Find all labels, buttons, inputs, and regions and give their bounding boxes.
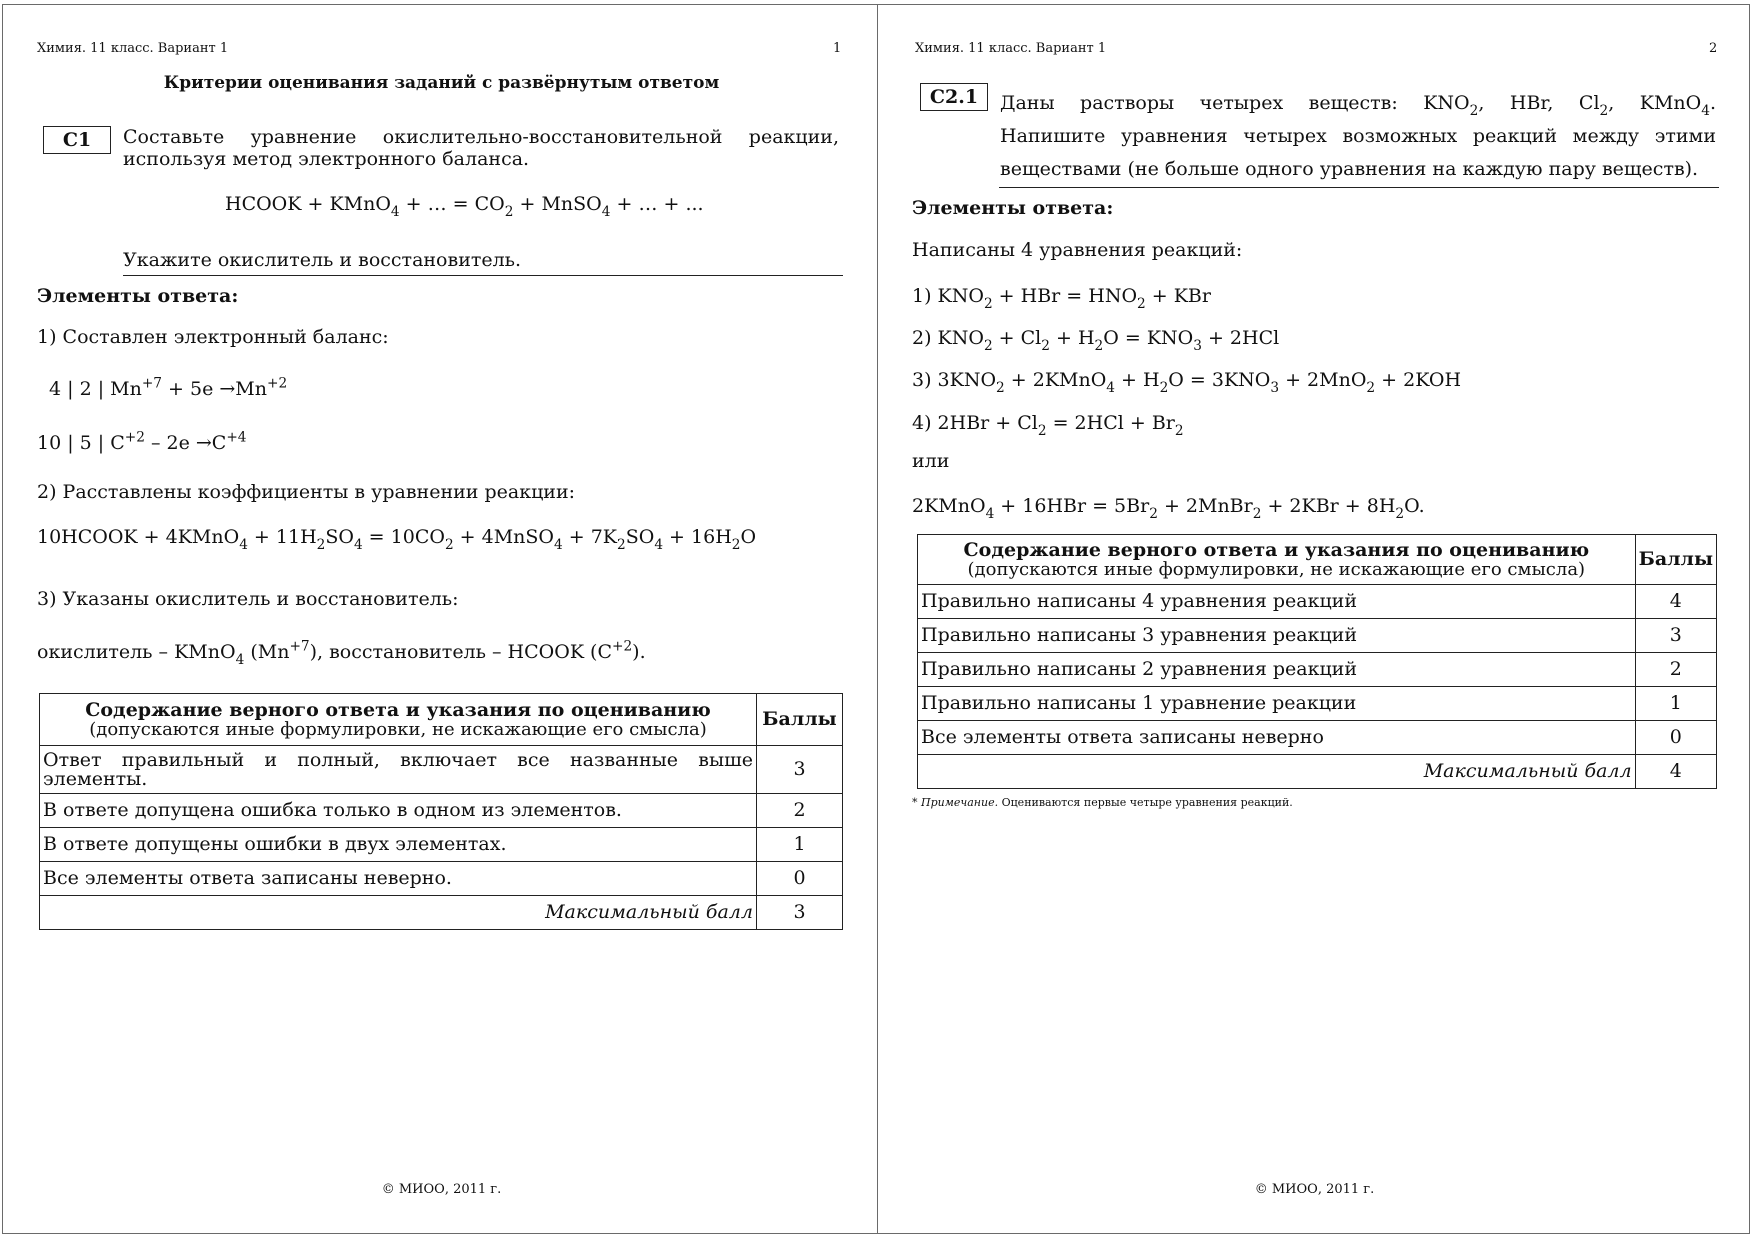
reaction-equation: HCOOK + KMnO$_4$ + … = $CO_2$ + MnSO$_4$ + … + ... <box>225 193 704 221</box>
table-cell-text: Правильно написаны 4 уравнения реакций <box>918 585 1636 619</box>
running-header: Химия. 11 класс. Вариант 1 <box>37 41 229 56</box>
equation-2: 2) $KNO_2 + Cl_2 + H_2O = KNO_3 + 2HCl$ <box>912 327 1280 355</box>
table-row <box>40 794 843 828</box>
table-cell-text: В ответе допущены ошибки в двух элементах. <box>40 828 757 862</box>
table-row <box>40 828 843 862</box>
table-header-content <box>40 694 757 746</box>
table-cell-text: Правильно написаны 3 уравнения реакций <box>918 619 1636 653</box>
table-header-score: Баллы <box>757 694 843 746</box>
max-score-label: Максимальный балл <box>918 755 1636 789</box>
table-cell-text: Правильно написаны 2 уравнения реакций <box>918 653 1636 687</box>
table-row <box>918 721 1717 755</box>
table-header-score: Баллы <box>1635 535 1716 585</box>
answer-heading: Элементы ответа: <box>37 285 239 307</box>
table-max-row <box>40 896 843 930</box>
page-1 <box>2 4 879 1234</box>
footnote-label: * Примечание. <box>912 796 999 809</box>
table-row <box>40 862 843 896</box>
task-text-line-2: используя метод электронного баланса. <box>123 148 530 170</box>
equation-4: 4) $2HBr + Cl_2 = 2HCl + Br_2$ <box>912 412 1184 440</box>
step-3-text: 3) Указаны окислитель и восстановитель: <box>37 588 459 610</box>
divider <box>999 187 1719 188</box>
table-cell-score: 2 <box>757 794 843 828</box>
table-max-row <box>918 755 1717 789</box>
or-word: или <box>912 450 950 472</box>
criteria-table <box>917 534 1717 789</box>
task-text <box>123 126 839 170</box>
table-cell-score: 2 <box>1635 653 1716 687</box>
written-equations-text: Написаны 4 уравнения реакций: <box>912 239 1243 261</box>
max-score-label: Максимальный балл <box>40 896 757 930</box>
page-2 <box>877 4 1750 1234</box>
table-header-sub: (допускаются иные формулировки, не искажающие его смысла) <box>89 718 707 740</box>
equation-alt: 2KMnO$_4$ + $16HBr = 5Br_2$ + 2MnBr$_2$ + $2KBr + 8H_2O$. <box>912 495 1425 523</box>
max-score-value: 3 <box>757 896 843 930</box>
page-number: 1 <box>833 41 842 56</box>
table-cell-text: Все элементы ответа записаны неверно <box>918 721 1636 755</box>
balance-line-c: 10 | 5 | $C^{+2} - 2e \to C^{+4}$ <box>37 429 247 454</box>
task-label: С1 <box>43 126 111 154</box>
step-1-text: 1) Составлен электронный баланс: <box>37 326 389 348</box>
table-header-main: Содержание верного ответа и указания по оцениванию <box>963 538 1590 561</box>
max-score-value: 4 <box>1635 755 1716 789</box>
row-1-line-2: элементы. <box>43 767 148 790</box>
criteria-table <box>39 693 843 930</box>
footnote <box>912 796 1293 809</box>
task-label: С2.1 <box>920 83 988 111</box>
table-row <box>918 687 1717 721</box>
running-header: Химия. 11 класс. Вариант 1 <box>915 41 1107 56</box>
answer-heading: Элементы ответа: <box>912 197 1114 219</box>
table-row <box>918 619 1717 653</box>
table-cell-score: 3 <box>1635 619 1716 653</box>
table-cell-score: 4 <box>1635 585 1716 619</box>
task-text <box>1000 87 1716 186</box>
task-line-3: веществами (не больше одного уравнения на каждую пару веществ). <box>1000 158 1699 180</box>
page-number: 2 <box>1709 41 1718 56</box>
table-cell-text: Правильно написаны 1 уравнение реакции <box>918 687 1636 721</box>
row-1-line-1: Ответ правильный и полный, включает все названные выше <box>43 748 753 771</box>
task-text-line-1: Составьте уравнение окислительно-восстановительной реакции, <box>123 126 839 148</box>
table-cell-text: В ответе допущена ошибка только в одном из элементов. <box>40 794 757 828</box>
table-cell-text <box>40 746 757 794</box>
table-row <box>918 653 1717 687</box>
table-cell-text: Все элементы ответа записаны неверно. <box>40 862 757 896</box>
table-cell-score: 1 <box>757 828 843 862</box>
table-header-main: Содержание верного ответа и указания по оцениванию <box>85 698 711 721</box>
equation-1: 1) $KNO_2$ + HBr = $HNO_2$ + KBr <box>912 285 1211 313</box>
table-header-sub: (допускаются иные формулировки, не искажающие его смысла) <box>967 558 1586 580</box>
table-cell-score: 0 <box>1635 721 1716 755</box>
table-cell-score: 0 <box>757 862 843 896</box>
balanced-equation: 10HCOOK + 4KMnO$_4$ + $11H_2SO_4 = 10CO_2$ + 4MnSO$_4$ + $7K_2SO_4 + 16H_2O$ <box>37 526 757 554</box>
instruction-text: Укажите окислитель и восстановитель. <box>123 249 522 271</box>
task-line-2: Напишите уравнения четырех возможных реакций между этими <box>1000 125 1716 147</box>
table-row <box>40 746 843 794</box>
footnote-text: Оцениваются первые четыре уравнения реакций. <box>1001 796 1293 809</box>
step-2-text: 2) Расставлены коэффициенты в уравнении реакции: <box>37 481 576 503</box>
table-cell-score: 1 <box>1635 687 1716 721</box>
task-line-1: Даны растворы четырех веществ: $KNO_2$, HBr, $Cl_2$, KMnO$_4$. <box>1000 92 1716 120</box>
divider <box>123 275 843 276</box>
table-cell-score: 3 <box>757 746 843 794</box>
footer-copyright: © МИОО, 2011 г. <box>1254 1182 1375 1197</box>
table-header-row <box>40 694 843 746</box>
table-row <box>918 585 1717 619</box>
footer-copyright: © МИОО, 2011 г. <box>381 1182 502 1197</box>
table-header-row <box>918 535 1717 585</box>
equation-3: 3) $3KNO_2$ + 2KMnO$_4$ + $H_2O = 3KNO_3 + 2MnO_2 + 2KOH$ <box>912 369 1462 397</box>
page-title: Критерии оценивания заданий с развёрнутым ответом <box>163 73 720 93</box>
table-header-content <box>918 535 1636 585</box>
oxidant-reductant: окислитель – KMnO$_4$ $(Mn^{+7})$, восстановитель – HCOOK $(C^{+2})$. <box>37 638 646 669</box>
balance-line-mn: 4 | 2 | $Mn^{+7} + 5e \to Mn^{+2}$ <box>49 375 288 400</box>
